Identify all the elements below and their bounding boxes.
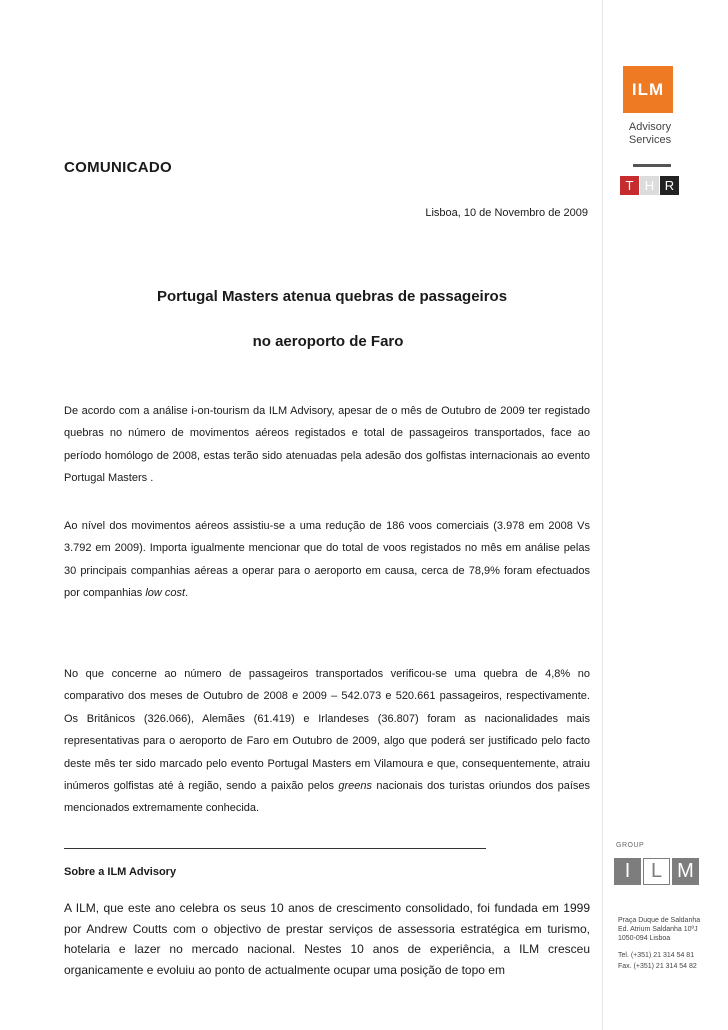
telephone: Tel. (+351) 21 314 54 81 — [618, 952, 695, 959]
contact-info — [618, 950, 710, 972]
paragraph-text: Ao nível dos movimentos aéreos assistiu-se a uma redução de 186 voos comerciais (3.978 em 2008 Vs 3.792 em 2009). Importa igualmente mencionar que do total de voos registados no mês em análise pelas 30 principais companhias aéreas a operar para o aeroporto em causa, cerca de 78,9% foram efectuados por companhias — [64, 520, 590, 600]
document-type-label: COMUNICADO — [64, 159, 172, 176]
ilm-group-logo — [614, 858, 701, 885]
ilm-letter-m: M — [672, 858, 699, 885]
paragraph-flights — [64, 515, 590, 605]
associated-with-mark — [633, 163, 671, 168]
paragraph-passengers — [64, 663, 590, 820]
address-line: 1050-094 Lisboa — [618, 935, 671, 942]
paragraph-text: . — [185, 587, 189, 600]
about-paragraph: A ILM, que este ano celebra os seus 10 anos de crescimento consolidado, foi fundada em 1999 por Andrew Coutts com o objectivo de prestar serviços de assessoria estratégica em turismo, hotelaria e lazer no mercado nacional. Nestes 10 anos de experiência, a ILM cresceu organicamente e evoluiu ao ponto de actualmente ocupar uma posição de topo em — [64, 901, 590, 977]
fax: Fax. (+351) 21 314 54 82 — [618, 963, 697, 970]
thr-letter-h: H — [640, 176, 659, 195]
advisory-line: Advisory — [628, 121, 672, 133]
ilm-letter-l: L — [643, 858, 670, 885]
thr-letter-t: T — [620, 176, 639, 195]
paragraph-intro: De acordo com a análise i-on-tourism da ILM Advisory, apesar de o mês de Outubro de 2009 ter registado quebras no número de movimentos aéreos registados e total de passageiros transportados, face ao período homólogo de 2008, estas terão sido atenuadas pela adesão dos golfistas internacionais ao evento Portugal Masters . — [64, 405, 590, 485]
headline-line-2: no aeroporto de Faro — [252, 333, 404, 350]
services-line: Services — [628, 134, 672, 146]
ilm-logo: ILM — [623, 66, 673, 113]
advisory-services-label — [622, 121, 678, 147]
about-heading: Sobre a ILM Advisory — [64, 866, 177, 878]
address-line: Ed. Atrium Saldanha 10ºJ — [618, 926, 698, 933]
office-address — [618, 916, 710, 943]
document-date: Lisboa, 10 de Novembro de 2009 — [425, 207, 588, 219]
italic-term: low cost — [145, 587, 186, 600]
ilm-letter-i: I — [614, 858, 641, 885]
address-line: Praça Duque de Saldanha — [618, 917, 701, 924]
headline-line-1: Portugal Masters atenua quebras de passageiros — [156, 288, 508, 305]
section-separator — [64, 848, 486, 849]
paragraph-text: nacionais dos turistas oriundos dos países mencionados extremamente conhecida. — [64, 780, 590, 815]
italic-term: greens — [338, 780, 373, 793]
thr-logo — [620, 176, 680, 195]
page-divider-line — [602, 0, 603, 1030]
paragraph-text: No que concerne ao número de passageiros transportados verificou-se uma quebra de 4,8% no comparativo dos meses de Outubro de 2008 e 2009 – 542.073 e 520.661 passageiros, respectivamente. Os Britânicos (326.066), Alemães (61.419) e Irlandeses (36.807) foram as nacionalidades mais representativas para o aeroporto de Faro em Outubro de 2009, algo que poderá ser justificado pelo facto deste mês ter sido marcado pelo evento Portugal Masters em Vilamoura e que, consequentemente, atraiu inúmeros golfistas até à região, sendo a paixão pelos — [64, 668, 590, 793]
thr-letter-r: R — [660, 176, 679, 195]
group-label: GROUP — [616, 842, 645, 849]
